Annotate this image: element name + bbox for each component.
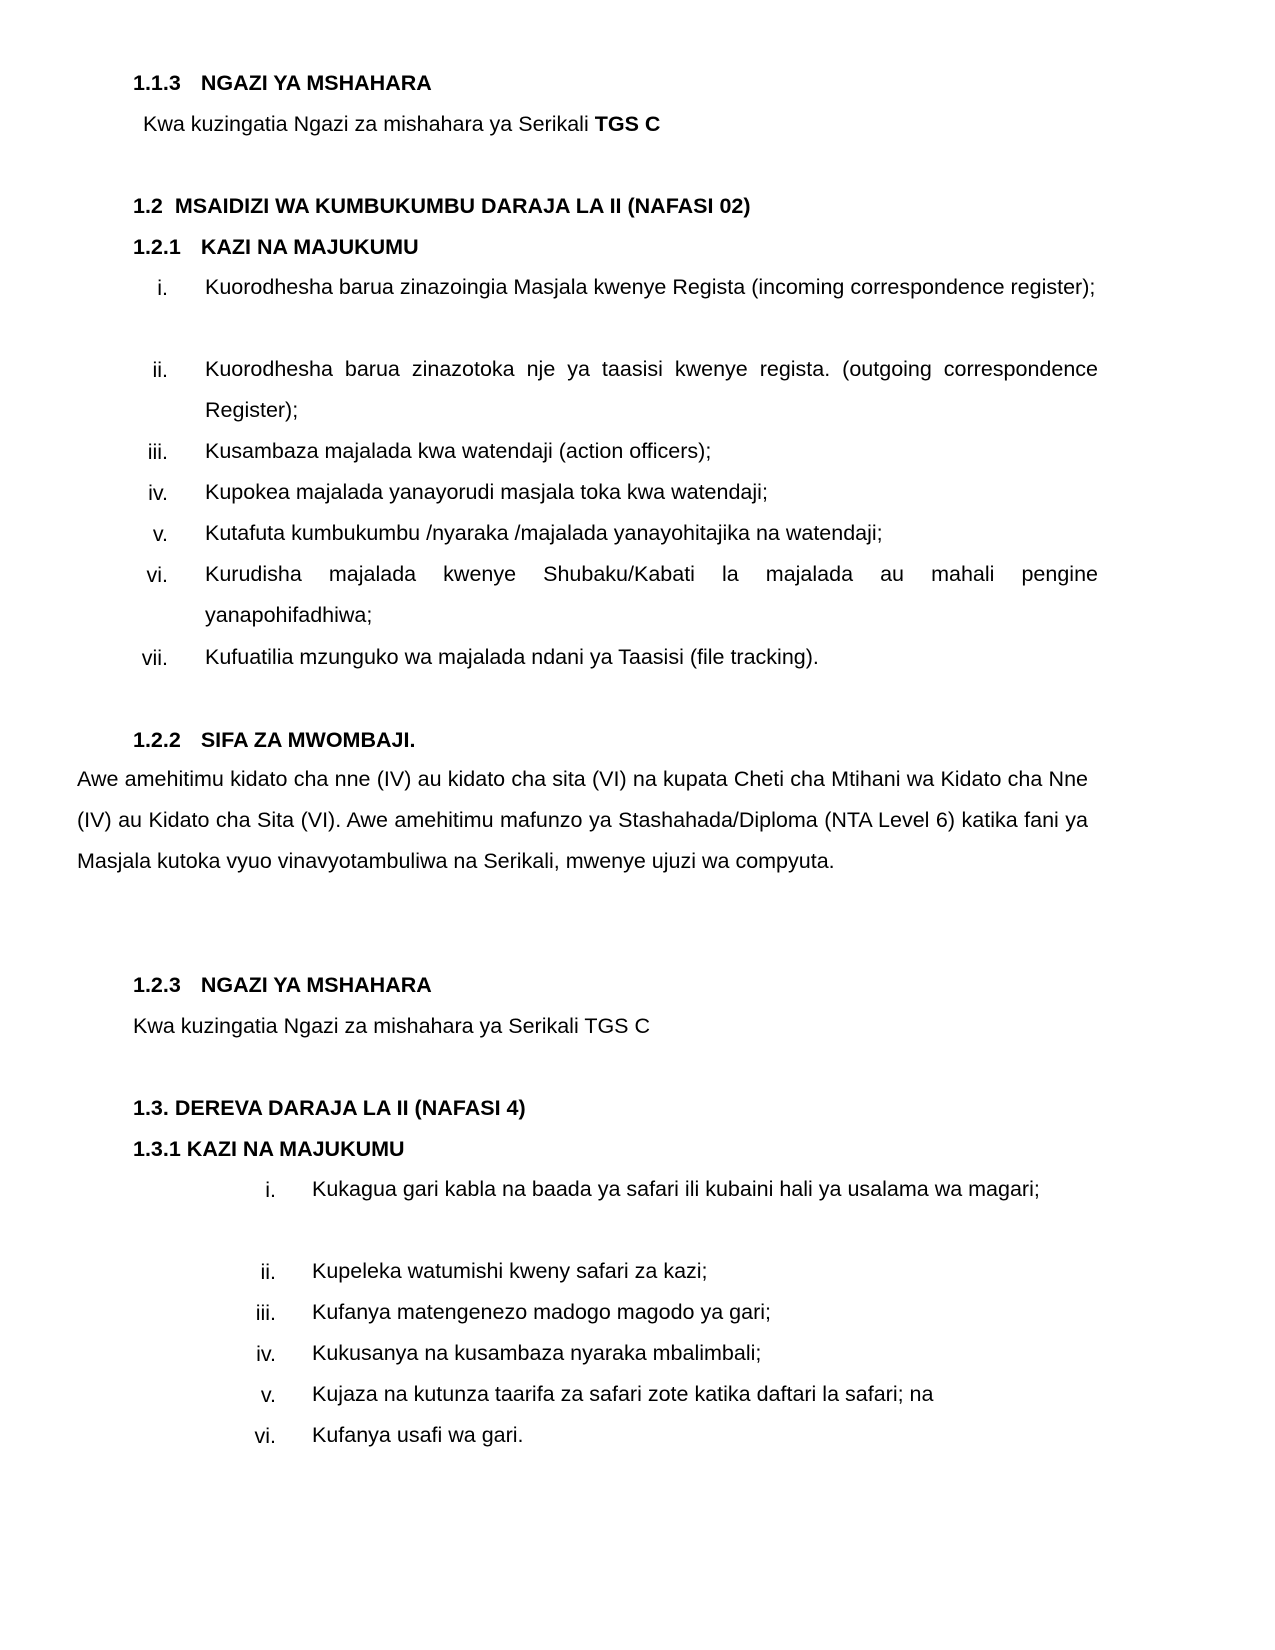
list-marker: v. [260, 1383, 276, 1407]
section-heading-1-2-3 [133, 972, 432, 998]
section-number: 1.2.2 [133, 728, 181, 752]
list-item-text: Kukagua gari kabla na baada ya safari ili kubaini hali ya usalama wa magari; [312, 1177, 1040, 1201]
section-title: NGAZI YA MSHAHARA [200, 973, 432, 997]
section-heading-1-2-1 [133, 234, 419, 260]
list-marker: vi. [254, 1424, 276, 1448]
list-item-text: Kupeleka watumishi kweny safari za kazi; [312, 1259, 708, 1283]
section-heading-1-1-3 [133, 70, 432, 96]
salary-scale-value: TGS C [594, 112, 661, 136]
list-marker: v. [152, 522, 168, 546]
list-item-text: Kukusanya na kusambaza nyaraka mbalimbali; [312, 1341, 762, 1365]
qualifications-paragraph: Awe amehitimu kidato cha nne (IV) au kidato cha sita (VI) na kupata Cheti cha Mtihani wa Kidato cha Nne (IV) au Kidato cha Sita (VI). Awe amehitimu mafunzo ya Stashahada/Diploma (NTA Level 6) katika fani ya Masjala kutoka vyuo vinavyotambuliwa na Serikali, mwenye ujuzi wa compyuta. [77, 767, 1088, 873]
list-marker: ii. [260, 1260, 276, 1284]
list-marker: vi. [146, 563, 168, 587]
list-item-text: Kutafuta kumbukumbu /nyaraka /majalada yanayohitajika na watendaji; [205, 521, 883, 545]
list-item-text: Kuorodhesha barua zinazotoka nje ya taasisi kwenye regista. (outgoing correspondence Register); [205, 357, 1098, 422]
salary-scale-text-1-2-3: Kwa kuzingatia Ngazi za mishahara ya Serikali TGS C [133, 1014, 651, 1038]
list-item-text: Kusambaza majalada kwa watendaji (action officers); [205, 439, 712, 463]
list-marker: vii. [141, 646, 168, 670]
list-marker: iii. [255, 1301, 276, 1325]
section-heading-1-3-1: 1.3.1 KAZI NA MAJUKUMU [133, 1137, 405, 1161]
list-marker: i. [157, 276, 168, 300]
list-item-text: Kufuatilia mzunguko wa majalada ndani ya Taasisi (file tracking). [205, 645, 819, 669]
list-item-text: Kufanya usafi wa gari. [312, 1423, 524, 1447]
section-heading-1-2-2 [133, 727, 415, 753]
section-heading-1-3: 1.3. DEREVA DARAJA LA II (NAFASI 4) [133, 1096, 526, 1120]
list-marker: iv. [256, 1342, 276, 1366]
salary-scale-text-1-1-3 [143, 111, 660, 137]
section-title: SIFA ZA MWOMBAJI. [200, 728, 416, 752]
section-title: NGAZI YA MSHAHARA [200, 71, 432, 95]
list-marker: iii. [147, 440, 168, 464]
section-number: 1.1.3 [133, 71, 181, 95]
list-item-text: Kufanya matengenezo madogo magodo ya gari; [312, 1300, 771, 1324]
list-item-text: Kujaza na kutunza taarifa za safari zote katika daftari la safari; na [312, 1382, 934, 1406]
section-number: 1.2.3 [133, 973, 181, 997]
section-title: KAZI NA MAJUKUMU [200, 235, 419, 259]
list-item-text: Kuorodhesha barua zinazoingia Masjala kwenye Regista (incoming correspondence register); [205, 275, 1096, 299]
section-heading-1-2: 1.2 MSAIDIZI WA KUMBUKUMBU DARAJA LA II (NAFASI 02) [133, 194, 751, 218]
list-item-text: Kurudisha majalada kwenye Shubaku/Kabati la majalada au mahali pengine yanapohifadhiwa; [205, 562, 1098, 627]
list-marker: iv. [148, 481, 168, 505]
list-marker: ii. [152, 358, 168, 382]
salary-scale-label: Kwa kuzingatia Ngazi za mishahara ya Serikali [143, 112, 589, 136]
list-marker: i. [265, 1178, 276, 1202]
section-number: 1.2.1 [133, 235, 181, 259]
list-item-text: Kupokea majalada yanayorudi masjala toka kwa watendaji; [205, 480, 768, 504]
